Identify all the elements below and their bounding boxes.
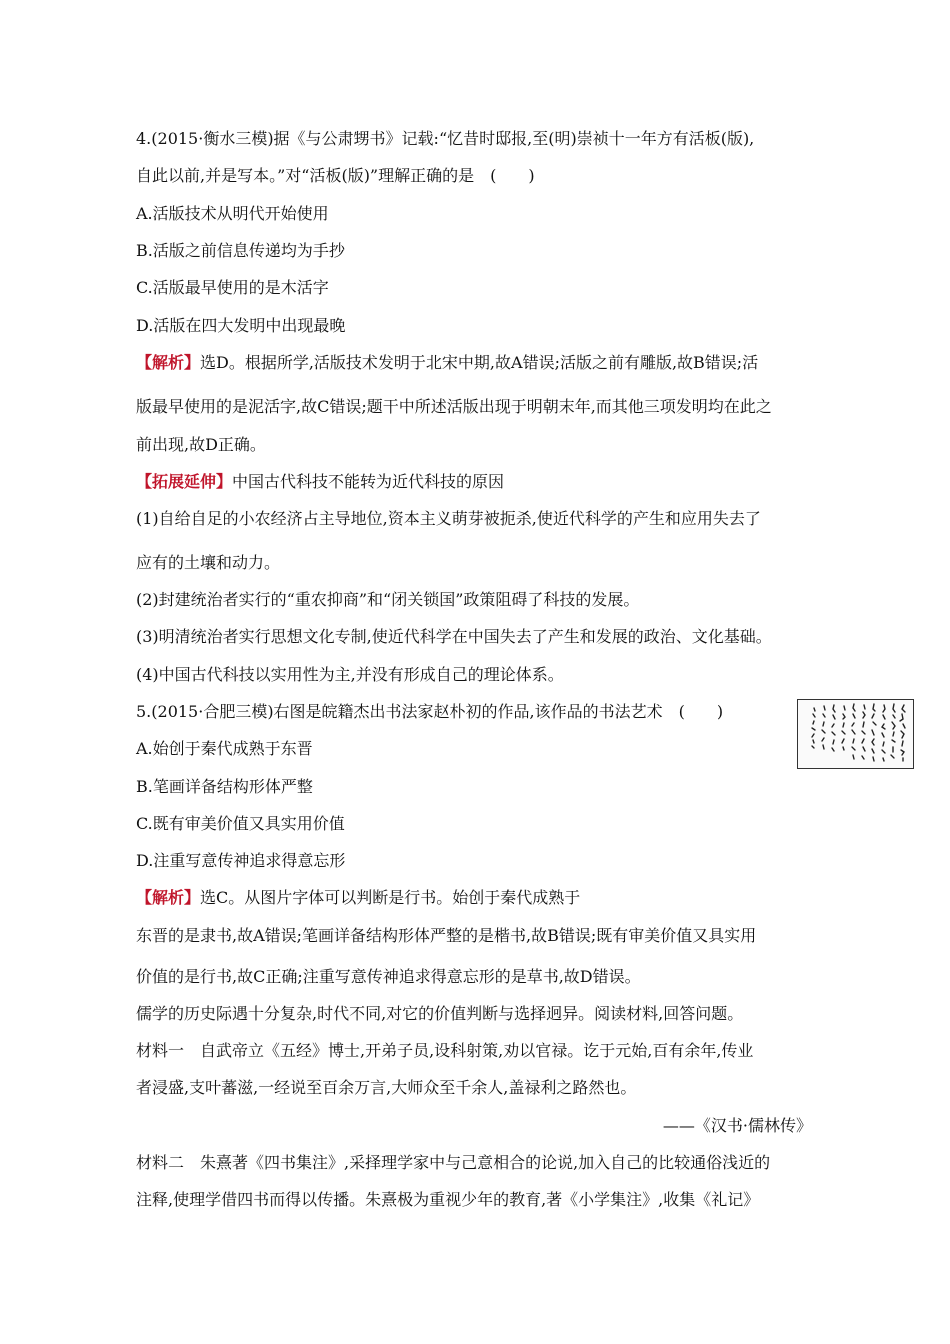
q4-option-a: A.活版技术从明代开始使用 [136, 204, 329, 223]
q5-analysis-line3: 价值的是行书,故C正确;注重写意传神追求得意忘形的是草书,故D错误。 [136, 967, 641, 986]
material-2-line2: 注释,使理学借四书而得以传播。朱熹极为重视少年的教育,著《小学集注》,收集《礼记》 [136, 1190, 760, 1209]
q5-analysis-text1: 选C。从图片字体可以判断是行书。始创于秦代成熟于 [200, 888, 581, 907]
q5-option-a: A.始创于秦代成熟于东晋 [136, 739, 313, 758]
extension-title: 中国古代科技不能转为近代科技的原因 [232, 472, 505, 491]
extension-point-2: (2)封建统治者实行的“重农抑商”和“闭关锁国”政策阻碍了科技的发展。 [136, 590, 640, 609]
q5-option-c: C.既有审美价值又具实用价值 [136, 814, 345, 833]
extension-point-3: (3)明清统治者实行思想文化专制,使近代科学在中国失去了产生和发展的政治、文化基础。 [136, 627, 772, 646]
q4-option-b: B.活版之前信息传递均为手抄 [136, 241, 345, 260]
extension-point-4: (4)中国古代科技以实用性为主,并没有形成自己的理论体系。 [136, 665, 564, 684]
extension-tag: 【拓展延伸】 [136, 472, 233, 491]
q4-stem-line2: 自此以前,并是写本。”对“活板(版)”理解正确的是 ( ) [136, 166, 535, 185]
q4-option-c: C.活版最早使用的是木活字 [136, 278, 329, 297]
q4-analysis-line1 [136, 353, 758, 373]
q5-stem: 5.(2015·合肥三模)右图是皖籍杰出书法家赵朴初的作品,该作品的书法艺术 ( ) [136, 702, 724, 721]
q4-analysis-line2: 版最早使用的是泥活字,故C错误;题干中所述活版出现于明朝末年,而其他三项发明均在此之 [136, 397, 772, 416]
extension-heading [136, 472, 504, 492]
q4-stem-line1: 4.(2015·衡水三模)据《与公肃甥书》记载:“忆昔时邸报,至(明)崇祯十一年方有活板(版), [136, 129, 755, 148]
q4-analysis-line3: 前出现,故D正确。 [136, 435, 266, 454]
q5-analysis-line2: 东晋的是隶书,故A错误;笔画详备结构形体严整的是楷书,故B错误;既有审美价值又具实用 [136, 926, 757, 945]
material-1-line2: 者浸盛,支叶蕃滋,一经说至百余万言,大师众至千余人,盖禄利之路然也。 [136, 1078, 637, 1097]
q5-option-b: B.笔画详备结构形体严整 [136, 777, 313, 796]
q4-analysis-text1: 选D。根据所学,活版技术发明于北宋中期,故A错误;活版之前有雕版,故B错误;活 [200, 353, 759, 372]
material-1-line1: 材料一 自武帝立《五经》博士,开弟子员,设科射策,劝以官禄。讫于元始,百有余年,传业 [136, 1041, 754, 1060]
calligraphy-strokes [798, 700, 912, 767]
analysis-tag: 【解析】 [136, 353, 201, 372]
extension-point-1a: (1)自给自足的小农经济占主导地位,资本主义萌芽被扼杀,使近代科学的产生和应用失去了 [136, 509, 761, 528]
q5-option-d: D.注重写意传神追求得意忘形 [136, 851, 346, 870]
q5-analysis-line1 [136, 888, 580, 908]
material-1-source: ——《汉书·儒林传》 [662, 1116, 812, 1135]
extension-point-1b: 应有的土壤和动力。 [136, 553, 281, 572]
calligraphy-image [797, 699, 914, 769]
material-2-line1: 材料二 朱熹著《四书集注》,采择理学家中与己意相合的论说,加入自己的比较通俗浅近的 [136, 1153, 771, 1172]
q4-option-d: D.活版在四大发明中出现最晚 [136, 316, 346, 335]
q6-intro: 儒学的历史际遇十分复杂,时代不同,对它的价值判断与选择迥异。阅读材料,回答问题。 [136, 1004, 744, 1023]
analysis-tag: 【解析】 [136, 888, 201, 907]
